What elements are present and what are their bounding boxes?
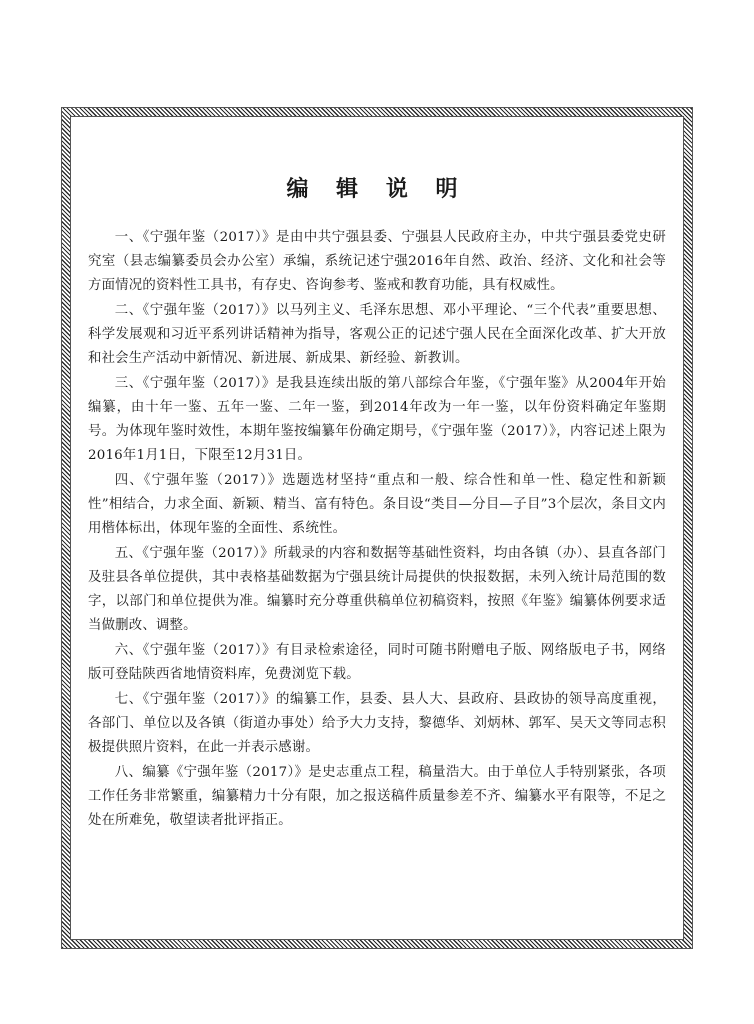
note-paragraph-4: 四、《宁强年鉴（2017）》选题选材坚持“重点和一般、综合性和单一性、稳定性和新颖性”相结合，力求全面、新颖、精当、富有特色。条目设“类目—分目—子目”3个层次，条目文内用楷体标出，体现年鉴的全面性、系统性。: [88, 473, 666, 536]
note-paragraph-3: 三、《宁强年鉴（2017）》是我县连续出版的第八部综合年鉴，《宁强年鉴》从2004年开始编纂，由十年一鉴、五年一鉴、二年一鉴，到2014年改为一年一鉴，以年份资料确定年鉴期号。为体现年鉴时效性，本期年鉴按编纂年份确定期号，《宁强年鉴（2017）》，内容记述上限为2016年1月1日，下限至12月31日。: [88, 376, 666, 463]
note-paragraph-2: 二、《宁强年鉴（2017）》以马列主义、毛泽东思想、邓小平理论、“三个代表”重要思想、科学发展观和习近平系列讲话精神为指导，客观公正的记述宁强人民在全面深化改革、扩大开放和社会生产活动中新情况、新进展、新成果、新经验、新教训。: [88, 303, 666, 366]
note-paragraph-8: 八、编纂《宁强年鉴（2017）》是史志重点工程，稿量浩大。由于单位人手特别紧张，各项工作任务非常繁重，编纂精力十分有限，加之报送稿件质量参差不齐、编纂水平有限等，不足之处在所难免，敬望读者批评指正。: [88, 765, 666, 828]
page-title: 编 辑 说 明: [286, 176, 468, 202]
note-paragraph-1: 一、《宁强年鉴（2017）》是由中共宁强县委、宁强县人民政府主办，中共宁强县委党史研究室（县志编纂委员会办公室）承编，系统记述宁强2016年自然、政治、经济、文化和社会等方面情况的资料性工具书，有存史、咨询参考、鉴戒和教育功能，具有权威性。: [88, 230, 666, 293]
note-paragraph-5: 五、《宁强年鉴（2017）》所载录的内容和数据等基础性资料，均由各镇（办）、县直各部门及驻县各单位提供，其中表格基础数据为宁强县统计局提供的快报数据，未列入统计局范围的数字，以部门和单位提供为准。编纂时充分尊重供稿单位初稿资料，按照《年鉴》编纂体例要求适当做删改、调整。: [88, 546, 666, 633]
note-paragraph-6: 六、《宁强年鉴（2017）》有目录检索途径，同时可随书附赠电子版、网络版电子书，网络版可登陆陕西省地情资料库，免费浏览下载。: [88, 643, 666, 682]
editorial-notes-body: [88, 226, 666, 834]
note-paragraph-7: 七、《宁强年鉴（2017）》的编纂工作，县委、县人大、县政府、县政协的领导高度重视，各部门、单位以及各镇（街道办事处）给予大力支持，黎德华、刘炳林、郭军、吴天文等同志积极提供照片资料，在此一并表示感谢。: [88, 692, 666, 755]
decorative-border-frame: [62, 108, 692, 948]
